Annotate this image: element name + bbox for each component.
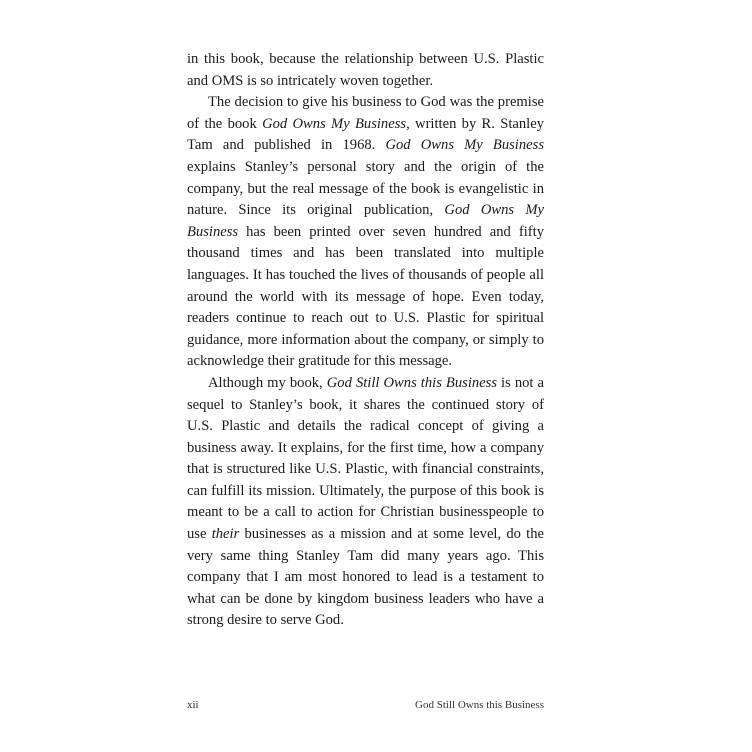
book-title-italic: God Still Owns this Business	[326, 374, 498, 391]
paragraph-2	[187, 92, 544, 373]
running-title: God Still Owns this Business	[415, 699, 544, 711]
page-footer	[187, 699, 544, 711]
book-title-italic: God Owns My Business	[385, 137, 544, 154]
book-title-italic: God Owns My Business	[262, 115, 407, 132]
emphasis-italic: their	[211, 526, 240, 543]
paragraph-3-text: Although my book,	[208, 374, 327, 391]
paragraph-3-text: businesses as a mission and at some level, do the very same thing Stanley Tam did many years ago. This company that I am most honored to lead is a testament to what can be done by kingdom business leaders who have a strong desire to serve God.	[187, 526, 544, 629]
page-number: xii	[187, 699, 199, 711]
book-title-italic: God Owns My Business	[187, 202, 544, 240]
paragraph-2-text: has been printed over seven hundred and fifty thousand times and has been translated into multiple languages. It has touched the lives of thousands of people all around the world with its message of hope. Even today, readers continue to reach out to U.S. Plastic for spiritual guidance, more information about the company, or simply to acknowledge their gratitude for this message.	[187, 223, 544, 370]
body-text	[187, 49, 544, 632]
paragraph-2-text: The decision to give his business to God was the premise of the book	[187, 94, 544, 132]
paragraph-1	[187, 49, 544, 92]
paragraph-3-text: is not a sequel to Stanley’s book, it shares the continued story of U.S. Plastic and details the radical concept of giving a business away. It explains, for the first time, how a company that is structured like U.S. Plastic, with financial constraints, can fulfill its mission. Ultimately, the purpose of this book is meant to be a call to action for Christian businesspeople to use	[187, 374, 545, 543]
paragraph-3	[187, 373, 544, 632]
paragraph-2-text: , written by R. Stanley Tam and published in 1968.	[187, 115, 545, 154]
paragraph-2-text: explains Stanley’s personal story and the origin of the company, but the real message of the book is evangelistic in nature. Since its original publication,	[187, 158, 544, 219]
paragraph-1-text: in this book, because the relationship between U.S. Plastic and OMS is so intricately woven together.	[187, 51, 544, 89]
